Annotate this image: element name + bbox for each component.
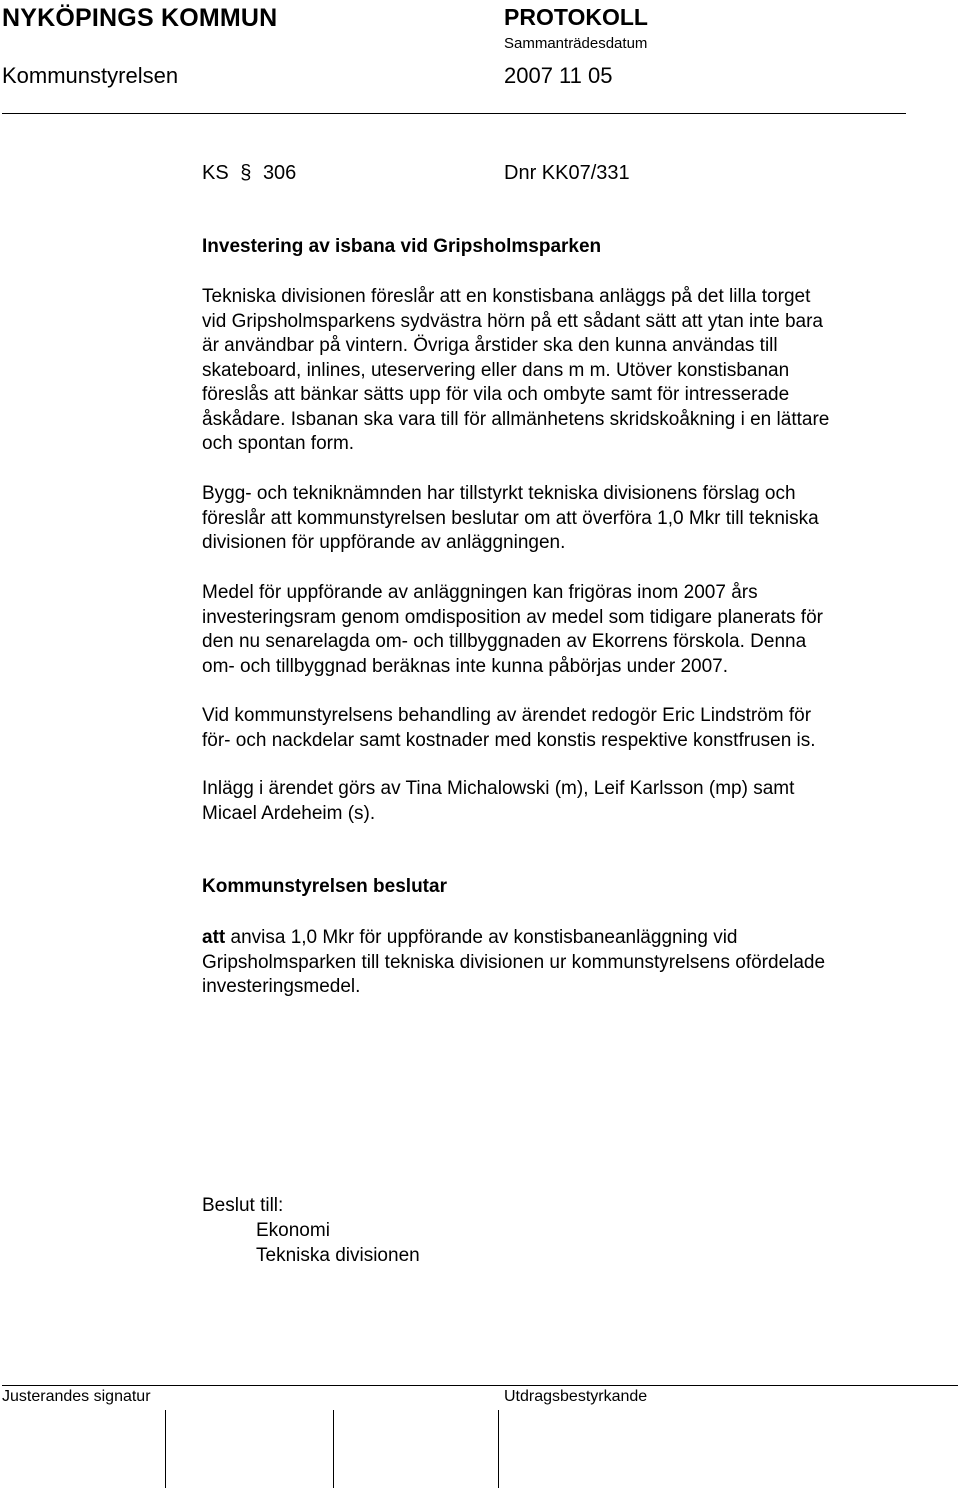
meeting-date: 2007 11 05: [504, 63, 613, 88]
paragraph-5: [202, 777, 914, 826]
paragraph-2: [202, 482, 914, 556]
decision-line: investeringsmedel.: [202, 976, 361, 997]
paragraph-4: [202, 704, 914, 753]
certified-label: Utdragsbestyrkande: [504, 1388, 648, 1405]
case-number: [202, 162, 296, 185]
meeting-date-label: Sammanträdesdatum: [504, 35, 648, 52]
paragraph-line: för- och nackdelar samt kostnader med konstis respektive konstfrusen is.: [202, 729, 816, 751]
signature-box-line: [165, 1410, 166, 1488]
decision-text: [202, 926, 914, 1000]
decision-heading: Kommunstyrelsen beslutar: [202, 876, 447, 897]
paragraph-line: Tekniska divisionen föreslår att en konstisbana anläggs på det lilla torget: [202, 286, 811, 307]
paragraph-line: Inlägg i ärendet görs av Tina Michalowski (m), Leif Karlsson (mp) samt: [202, 778, 795, 799]
paragraph-line: divisionen för uppförande av anläggningen.: [202, 532, 566, 553]
paragraph-line: föreslås att bänkar sätts upp för vila och ombyte samt för intresserade: [202, 384, 790, 405]
paragraph-line: om- och tillbyggnad beräknas inte kunna påbörjas under 2007.: [202, 655, 729, 677]
paragraph-line: Vid kommunstyrelsens behandling av ärendet redogör Eric Lindström för: [202, 705, 812, 726]
case-title: Investering av isbana vid Gripsholmsparken: [202, 236, 602, 257]
organization-name: NYKÖPINGS KOMMUN: [2, 4, 278, 32]
paragraph-line: den nu senarelagda om- och tillbyggnaden av Ekorrens förskola. Denna: [202, 631, 807, 652]
paragraph-line: Bygg- och tekniknämnden har tillstyrkt tekniska divisionens förslag och: [202, 483, 796, 504]
paragraph-line: är användbar på vintern. Övriga årstider ska den kunna användas till: [202, 335, 778, 356]
distribution-recipient: Ekonomi: [256, 1220, 330, 1241]
paragraph-3: [202, 581, 914, 679]
diary-number: Dnr KK07/331: [504, 162, 630, 184]
paragraph-line: och spontan form.: [202, 433, 355, 454]
committee-name: Kommunstyrelsen: [2, 63, 179, 88]
signature-box-line: [498, 1410, 499, 1488]
section-sign: §: [240, 162, 252, 184]
signature-label: Justerandes signatur: [2, 1388, 151, 1405]
paragraph-line: Medel för uppförande av anläggningen kan frigöras inom 2007 års: [202, 582, 758, 603]
ks-number: 306: [262, 162, 297, 184]
decision-att: att: [202, 927, 226, 948]
distribution-label: Beslut till:: [202, 1195, 284, 1216]
paragraph-line: åskådare. Isbanan ska vara till för allmänhetens skridskoåkning i en lättare: [202, 408, 830, 430]
signature-box-line: [333, 1410, 334, 1488]
header-divider: [2, 113, 906, 114]
document-type: PROTOKOLL: [504, 4, 648, 30]
paragraph-line: Micael Ardeheim (s).: [202, 802, 376, 824]
distribution-recipient: Tekniska divisionen: [256, 1245, 420, 1266]
ks-label: KS: [202, 162, 229, 184]
paragraph-1: [202, 285, 914, 457]
paragraph-line: skateboard, inlines, uteservering eller dans m m. Utöver konstisbanan: [202, 359, 790, 381]
paragraph-line: vid Gripsholmsparkens sydvästra hörn på ett sådant sätt att ytan inte bara: [202, 310, 823, 332]
decision-line: [202, 926, 914, 951]
footer-divider: [2, 1385, 958, 1386]
decision-line-rest: anvisa 1,0 Mkr för uppförande av konstisbaneanläggning vid: [225, 927, 738, 948]
decision-line: Gripsholmsparken till tekniska divisionen ur kommunstyrelsens ofördelade: [202, 951, 826, 973]
paragraph-line: investeringsram genom omdisposition av medel som tidigare planerats för: [202, 606, 823, 628]
paragraph-line: föreslår att kommunstyrelsen beslutar om att överföra 1,0 Mkr till tekniska: [202, 507, 819, 529]
